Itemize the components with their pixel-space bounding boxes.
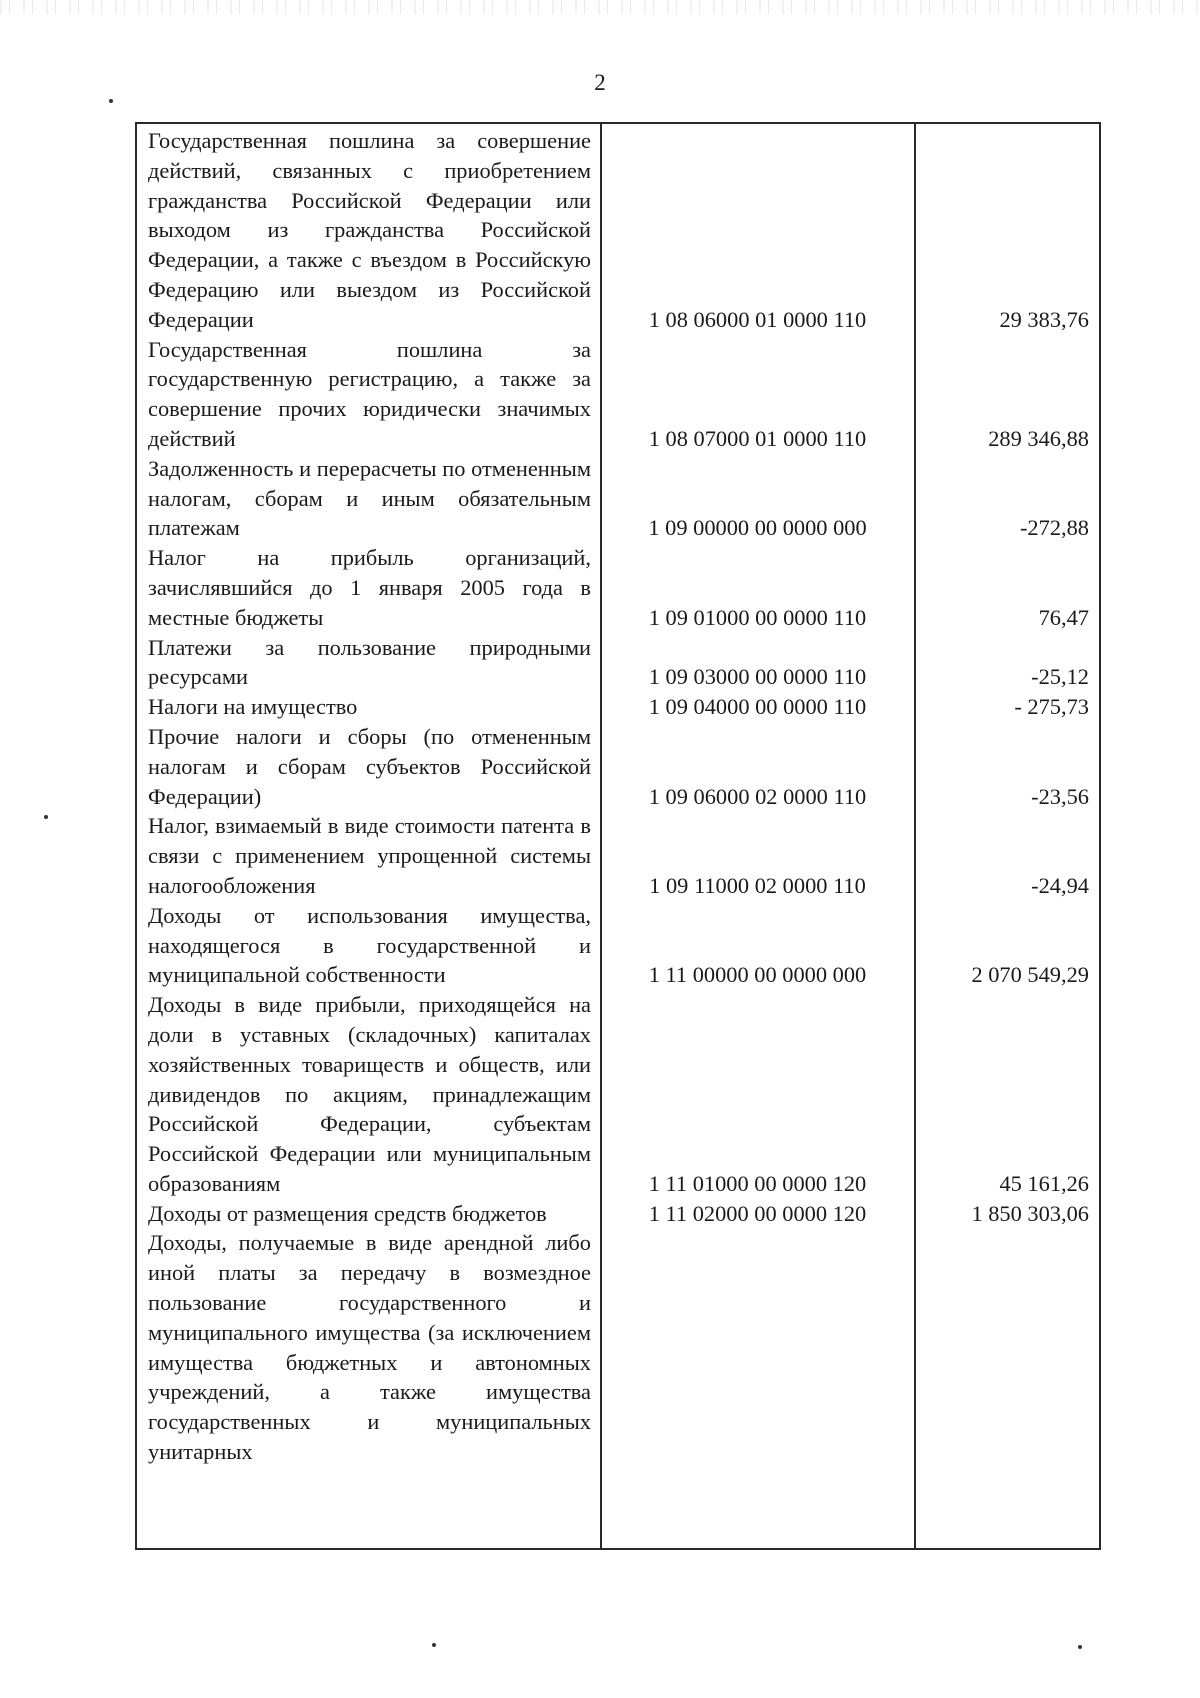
table-row bbox=[137, 543, 1099, 632]
budget-classification-code: 1 08 06000 01 0000 110 bbox=[648, 306, 867, 332]
revenue-amount: -24,94 bbox=[1031, 872, 1089, 898]
revenue-amount: 45 161,26 bbox=[999, 1170, 1089, 1196]
revenue-table bbox=[135, 122, 1101, 1550]
table-rows bbox=[137, 126, 1099, 1467]
table-row bbox=[137, 1228, 1099, 1466]
page-number: 2 bbox=[594, 70, 606, 95]
revenue-item-name: Доходы от использования имущества, находящегося в государственной и муниципальной собственности bbox=[148, 902, 591, 988]
budget-classification-code: 1 09 11000 02 0000 110 bbox=[649, 872, 866, 898]
revenue-amount: 2 070 549,29 bbox=[971, 962, 1089, 988]
table-row bbox=[137, 454, 1099, 543]
budget-classification-code: 1 11 01000 00 0000 120 bbox=[648, 1170, 867, 1196]
table-row bbox=[137, 990, 1099, 1199]
revenue-amount: 76,47 bbox=[1038, 604, 1089, 630]
revenue-item-name: Налог, взимаемый в виде стоимости патента в связи с применением упрощенной системы налогообложения bbox=[148, 813, 591, 898]
table-row bbox=[137, 1199, 1099, 1229]
revenue-item-name: Налог на прибыль организаций, зачислявшийся до 1 января 2005 года в местные бюджеты bbox=[148, 545, 591, 630]
budget-classification-code: 1 11 00000 00 0000 000 bbox=[648, 962, 867, 988]
scan-edge-noise bbox=[0, 0, 1200, 14]
revenue-item-name: Налоги на имущество bbox=[148, 694, 358, 720]
revenue-item-name: Государственная пошлина за государственную регистрацию, а также за совершение прочих юридически значимых действий bbox=[148, 336, 591, 451]
revenue-item-name: Доходы в виде прибыли, приходящейся на доли в уставных (складочных) капиталах хозяйственных товариществ и обществ, или дивидендов по акциям, принадлежащим Российской Федерации, субъектам Российской Федерации или муниципальным образованиям bbox=[148, 992, 591, 1196]
scan-speck bbox=[44, 815, 48, 819]
table-row bbox=[137, 901, 1099, 990]
revenue-item-name: Прочие налоги и сборы (по отмененным налогам и сборам субъектов Российской Федерации) bbox=[148, 723, 591, 809]
revenue-amount: 1 850 303,06 bbox=[971, 1200, 1089, 1226]
table-row bbox=[137, 335, 1099, 454]
scan-speck bbox=[432, 1643, 436, 1647]
revenue-item-name: Платежи за пользование природными ресурсами bbox=[148, 634, 591, 690]
revenue-amount: -272,88 bbox=[1019, 515, 1089, 541]
table-row bbox=[137, 811, 1099, 900]
table-row bbox=[137, 126, 1099, 335]
budget-classification-code: 1 09 06000 02 0000 110 bbox=[648, 783, 867, 809]
budget-classification-code: 1 08 07000 01 0000 110 bbox=[648, 425, 867, 451]
budget-classification-code: 1 09 01000 00 0000 110 bbox=[648, 604, 867, 630]
revenue-amount: 289 346,88 bbox=[988, 425, 1089, 451]
revenue-item-name: Государственная пошлина за совершение действий, связанных с приобретением гражданства Российской Федерации или выходом из гражданства Российской Федерации, а также с въездом в Российскую Федерацию или выездом из Российской Федерации bbox=[148, 128, 591, 332]
scan-speck bbox=[109, 99, 113, 103]
table-row bbox=[137, 722, 1099, 811]
table-row bbox=[137, 633, 1099, 693]
budget-classification-code: 1 09 03000 00 0000 110 bbox=[648, 664, 867, 690]
table-row bbox=[137, 692, 1099, 722]
budget-classification-code: 1 09 00000 00 0000 000 bbox=[648, 515, 867, 541]
budget-classification-code: 1 11 02000 00 0000 120 bbox=[648, 1200, 867, 1226]
revenue-amount: - 275,73 bbox=[1014, 694, 1089, 720]
revenue-item-name: Доходы, получаемые в виде арендной либо иной платы за передачу в возмездное пользование государственного и муниципального имущества (за исключением имущества бюджетных и автономных учреждений, а также имущества государственных и муниципальных унитарных bbox=[148, 1230, 591, 1465]
scan-speck bbox=[1078, 1645, 1082, 1649]
revenue-amount: -25,12 bbox=[1031, 664, 1089, 690]
budget-classification-code: 1 09 04000 00 0000 110 bbox=[648, 694, 867, 720]
revenue-amount: -23,56 bbox=[1031, 783, 1089, 809]
revenue-item-name: Доходы от размещения средств бюджетов bbox=[148, 1200, 547, 1226]
revenue-item-name: Задолженность и перерасчеты по отмененным налогам, сборам и иным обязательным платежам bbox=[148, 455, 591, 541]
revenue-amount: 29 383,76 bbox=[999, 306, 1089, 332]
